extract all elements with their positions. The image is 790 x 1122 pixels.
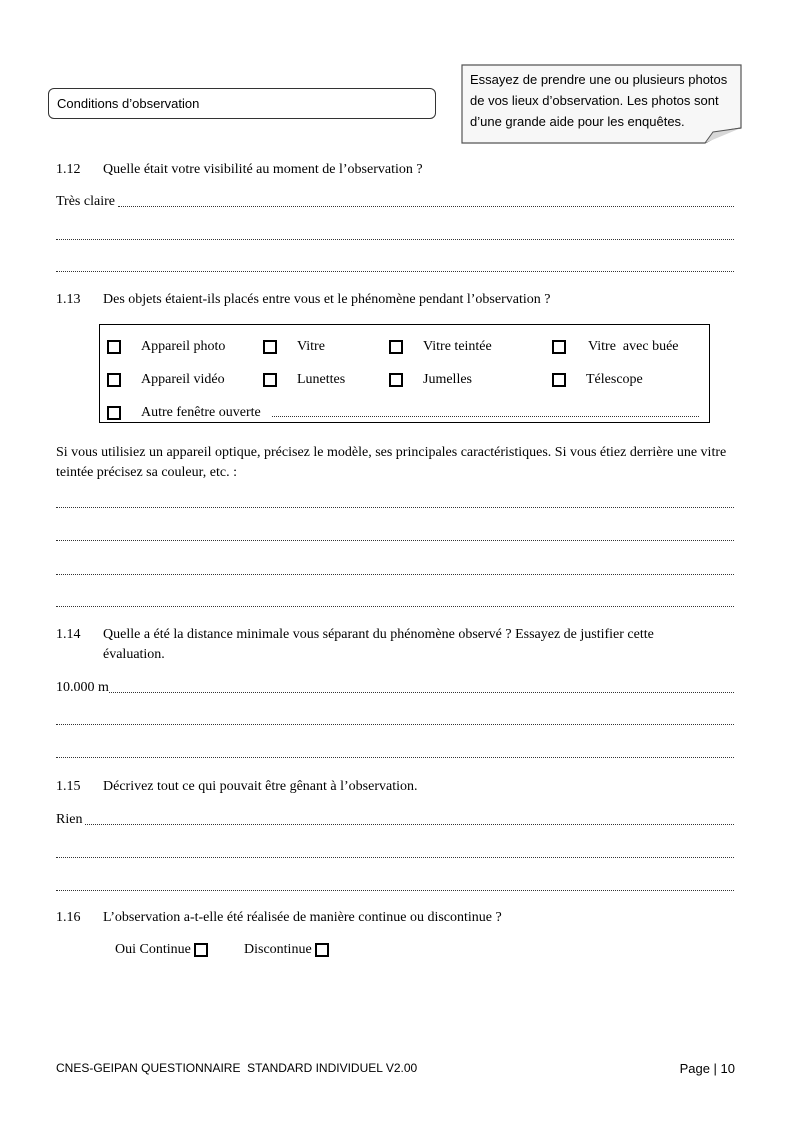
answer-line-1-15[interactable] xyxy=(56,812,734,828)
question-number: 1.15 xyxy=(56,779,81,794)
dotted-rule xyxy=(56,857,734,858)
footer-page-number: Page | 10 xyxy=(679,1061,735,1076)
option-label: Oui Continue xyxy=(115,942,191,957)
callout-text: Essayez de prendre une ou plusieurs photos de vos lieux d’observation. Les photos sont d’une grande aide pour les enquêtes. xyxy=(470,72,728,129)
checkbox[interactable] xyxy=(389,373,403,387)
dotted-rule xyxy=(56,890,734,891)
question-1-14 xyxy=(56,627,654,643)
section-header xyxy=(48,88,436,119)
answer-line[interactable] xyxy=(56,712,734,728)
optical-device-instructions: Si vous utilisiez un appareil optique, précisez le modèle, ses principales caractéristiques. Si vous étiez derrière une vitre teintée précisez sa couleur, etc. : xyxy=(56,445,727,480)
answer-line[interactable] xyxy=(56,528,734,544)
dotted-rule xyxy=(56,271,734,272)
question-1-12 xyxy=(56,162,423,178)
option-vitre-avec-buee[interactable] xyxy=(552,339,679,355)
dotted-rule xyxy=(56,507,734,508)
checkbox[interactable] xyxy=(107,406,121,420)
answer-line[interactable] xyxy=(56,562,734,578)
answer-line[interactable] xyxy=(56,227,734,243)
question-text: Quelle a été la distance minimale vous séparant du phénomène observé ? Essayez de justifier cette xyxy=(103,627,654,642)
question-1-13 xyxy=(56,292,550,308)
answer-value: 10.000 m xyxy=(56,680,109,695)
answer-value: Très claire xyxy=(56,194,115,209)
option-jumelles[interactable] xyxy=(389,372,472,388)
option-lunettes[interactable] xyxy=(263,372,345,388)
question-number: 1.14 xyxy=(56,627,81,642)
option-label: Discontinue xyxy=(244,942,312,957)
question-number: 1.16 xyxy=(56,910,81,925)
option-vitre[interactable] xyxy=(263,339,325,355)
option-label: Jumelles xyxy=(423,372,472,387)
autre-answer-line[interactable] xyxy=(272,416,699,417)
answer-line[interactable] xyxy=(56,594,734,610)
question-text: Des objets étaient-ils placés entre vous et le phénomène pendant l’observation ? xyxy=(103,292,551,307)
checkbox[interactable] xyxy=(107,340,121,354)
option-label: Télescope xyxy=(586,372,643,387)
option-telescope[interactable] xyxy=(552,372,643,388)
answer-line[interactable] xyxy=(56,745,734,761)
option-discontinue[interactable] xyxy=(244,942,329,958)
footer-document-title: CNES-GEIPAN QUESTIONNAIRE STANDARD INDIVIDUEL V2.00 xyxy=(56,1061,418,1075)
question-number: 1.13 xyxy=(56,292,81,307)
option-appareil-video[interactable] xyxy=(107,372,225,388)
question-text: Quelle était votre visibilité au moment de l’observation ? xyxy=(103,162,423,177)
answer-line[interactable] xyxy=(56,878,734,894)
answer-line[interactable] xyxy=(56,495,734,511)
dotted-rule xyxy=(109,692,734,693)
answer-line[interactable] xyxy=(56,845,734,861)
option-autre-fenetre-ouverte[interactable] xyxy=(107,405,261,421)
option-oui-continue[interactable] xyxy=(115,942,208,958)
dotted-rule xyxy=(56,574,734,575)
checkbox[interactable] xyxy=(315,943,329,957)
dotted-rule xyxy=(56,239,734,240)
checkbox[interactable] xyxy=(552,373,566,387)
dotted-rule xyxy=(118,206,734,207)
option-label: Vitre teintée xyxy=(423,339,492,354)
checkbox[interactable] xyxy=(107,373,121,387)
option-label: Appareil photo xyxy=(141,339,226,354)
checkbox[interactable] xyxy=(194,943,208,957)
answer-line-1-14[interactable] xyxy=(56,680,734,696)
option-label: Vitre avec buée xyxy=(588,339,679,354)
question-number: 1.12 xyxy=(56,162,81,177)
question-1-16 xyxy=(56,910,502,926)
option-label: Appareil vidéo xyxy=(141,372,225,387)
option-vitre-teintee[interactable] xyxy=(389,339,492,355)
question-text-continued: évaluation. xyxy=(103,647,165,662)
option-label: Autre fenêtre ouverte xyxy=(141,405,261,420)
checkbox[interactable] xyxy=(263,340,277,354)
question-text: L’observation a-t-elle été réalisée de manière continue ou discontinue ? xyxy=(103,910,502,925)
section-title: Conditions d’observation xyxy=(57,96,200,111)
question-1-15 xyxy=(56,779,418,795)
answer-line-1-12[interactable] xyxy=(56,194,734,210)
option-label: Vitre xyxy=(297,339,325,354)
dotted-rule xyxy=(56,606,734,607)
option-label: Lunettes xyxy=(297,372,346,387)
checkbox[interactable] xyxy=(263,373,277,387)
dotted-rule xyxy=(85,824,734,825)
option-appareil-photo[interactable] xyxy=(107,339,225,355)
answer-line[interactable] xyxy=(56,259,734,275)
photo-tip-callout xyxy=(461,64,742,142)
dotted-rule xyxy=(56,724,734,725)
checkbox[interactable] xyxy=(389,340,403,354)
dotted-rule xyxy=(56,757,734,758)
answer-value: Rien xyxy=(56,812,83,827)
question-text: Décrivez tout ce qui pouvait être gênant à l’observation. xyxy=(103,779,418,794)
checkbox[interactable] xyxy=(552,340,566,354)
dotted-rule xyxy=(56,540,734,541)
